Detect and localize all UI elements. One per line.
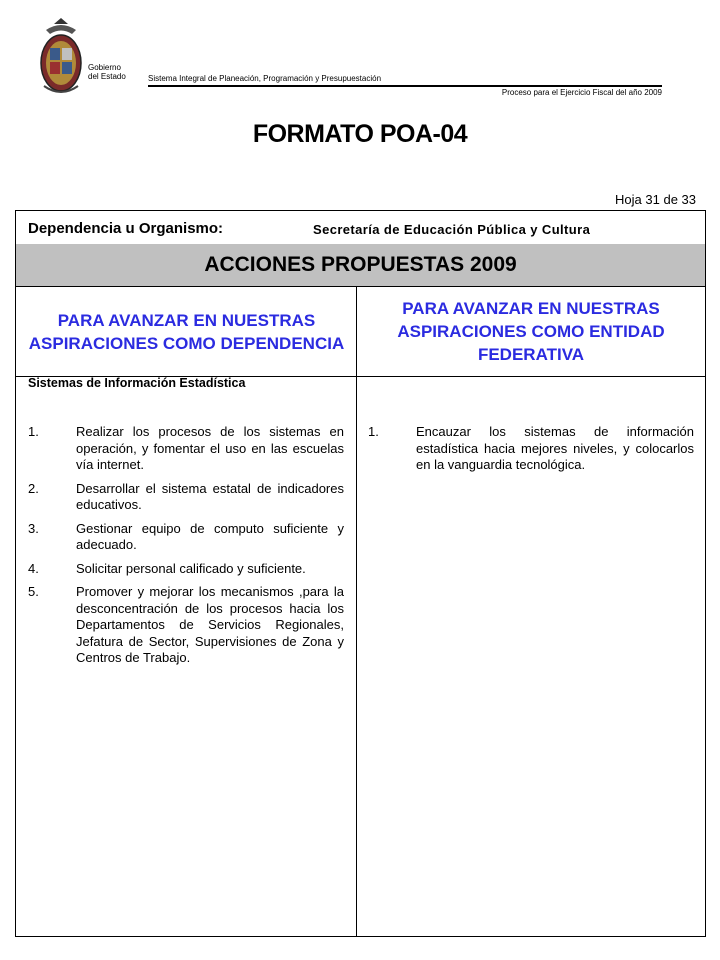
list-item: 2. Desarrollar el sistema estatal de indicadores educativos. [28, 480, 344, 512]
system-name: Sistema Integral de Planeación, Programación y Presupuestación [148, 74, 382, 83]
state-seal-logo [36, 18, 86, 98]
column-header-dependency: PARA AVANZAR EN NUESTRAS ASPIRACIONES COMO DEPENDENCIA [16, 287, 357, 377]
dependency-actions-list [28, 424, 344, 674]
sheet-number: Hoja 31 de 33 [615, 192, 696, 207]
dependency-row [16, 211, 705, 245]
federal-actions-list [368, 424, 694, 481]
government-label [88, 63, 126, 81]
list-item: 1. Realizar los procesos de los sistemas en operación, y fomentar el uso en las escuelas vía internet. [28, 424, 344, 472]
list-item: 3. Gestionar equipo de computo suficiente y adecuado. [28, 520, 344, 552]
gov-line-1: Gobierno [88, 63, 121, 72]
header-rule [148, 85, 662, 87]
dependency-value: Secretaría de Educación Pública y Cultura [313, 222, 591, 237]
actions-table [15, 210, 706, 937]
column-divider [356, 287, 357, 936]
list-item: 4. Solicitar personal calificado y suficiente. [28, 560, 306, 576]
section-heading: Sistemas de Información Estadística [28, 376, 246, 390]
list-item: 5. Promover y mejorar los mecanismos ,para la desconcentración de los procesos hacia los Departamentos de Servicios Regionales, Jefatura de Sector, Supervisiones de Zona y Centros de Trabajo. [28, 584, 344, 665]
page-title: FORMATO POA-04 [252, 120, 468, 148]
section-band: ACCIONES PROPUESTAS 2009 [16, 244, 705, 287]
gov-line-2: del Estado [88, 72, 126, 81]
list-item: 1. Encauzar los sistemas de información estadística hacia mejores niveles, y colocarlos en la vanguardia tecnológica. [368, 424, 694, 472]
process-label: Proceso para el Ejercicio Fiscal del año 2009 [501, 88, 662, 97]
dependency-label: Dependencia u Organismo: [28, 220, 224, 237]
column-header-federal-entity: PARA AVANZAR EN NUESTRAS ASPIRACIONES COMO ENTIDAD FEDERATIVA [357, 287, 705, 377]
